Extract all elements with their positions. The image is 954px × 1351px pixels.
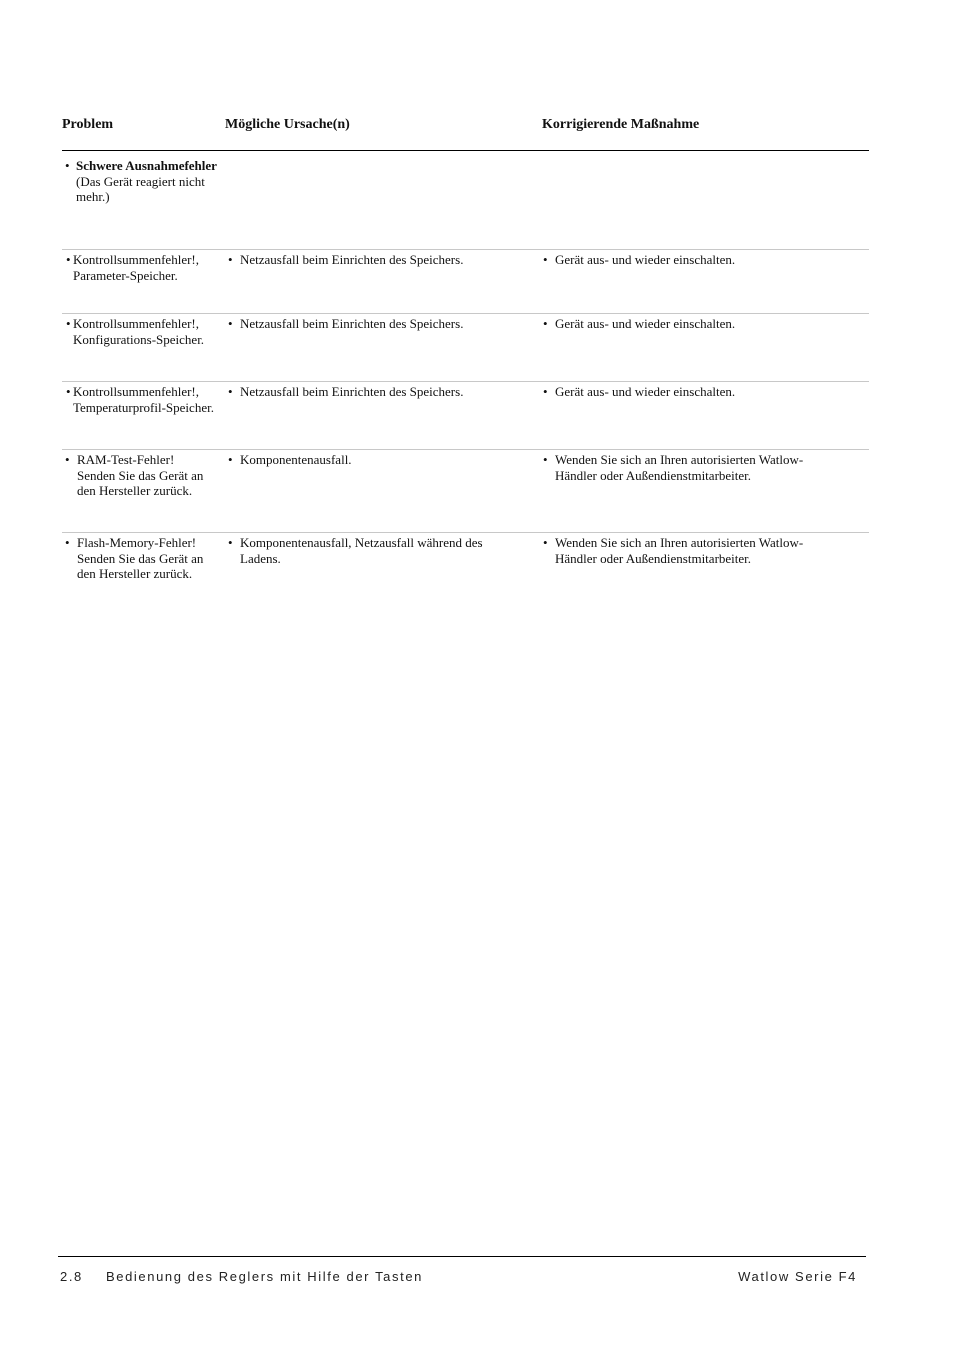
bullet-icon: • bbox=[66, 252, 71, 267]
bullet-icon: • bbox=[66, 384, 71, 399]
cause-cell bbox=[225, 157, 542, 249]
cause-text: Netzausfall beim Einrichten des Speichers. bbox=[240, 252, 464, 267]
bullet-icon: • bbox=[543, 535, 548, 550]
problem-cell bbox=[62, 451, 225, 532]
cause-cell bbox=[225, 251, 542, 313]
bullet-icon: • bbox=[66, 316, 71, 331]
table-row bbox=[62, 449, 869, 532]
bullet-icon: • bbox=[228, 252, 233, 267]
bullet-icon: • bbox=[65, 452, 70, 467]
cause-cell bbox=[225, 534, 542, 614]
problem-text: Kontrollsummenfehler!, Temperaturprofil-Speicher. bbox=[73, 384, 214, 415]
action-cell bbox=[542, 383, 869, 449]
action-text: Gerät aus- und wieder einschalten. bbox=[555, 384, 736, 399]
page-number: 2.8 bbox=[60, 1269, 83, 1284]
action-text: Wenden Sie sich an Ihren autorisierten Watlow-Händler oder Außendienstmitarbeiter. bbox=[555, 452, 804, 483]
cause-cell bbox=[225, 451, 542, 532]
bullet-icon: • bbox=[228, 384, 233, 399]
bullet-icon: • bbox=[65, 535, 70, 550]
footer-brand: Watlow Serie F4 bbox=[738, 1269, 857, 1284]
table-row bbox=[62, 313, 869, 381]
table-row bbox=[62, 249, 869, 313]
problem-cell bbox=[62, 157, 225, 249]
bullet-icon: • bbox=[228, 452, 233, 467]
problem-text: Kontrollsummenfehler!, Konfigurations-Speicher. bbox=[73, 316, 205, 347]
problem-cell bbox=[62, 534, 225, 614]
problem-text: (Das Gerät reagiert nicht mehr.) bbox=[76, 173, 205, 204]
bullet-icon: • bbox=[543, 384, 548, 399]
cause-cell bbox=[225, 315, 542, 381]
cause-cell bbox=[225, 383, 542, 449]
action-cell bbox=[542, 157, 869, 249]
problem-cell bbox=[62, 251, 225, 313]
footer-section-title: Bedienung des Reglers mit Hilfe der Tasten bbox=[106, 1269, 423, 1284]
problem-text: Flash-Memory-Fehler! Senden Sie das Gerät an den Hersteller zurück. bbox=[77, 535, 204, 581]
action-cell bbox=[542, 315, 869, 381]
footer-divider bbox=[58, 1256, 866, 1257]
table-row bbox=[62, 381, 869, 449]
table-row bbox=[62, 151, 869, 249]
action-text: Wenden Sie sich an Ihren autorisierten Watlow-Händler oder Außendienstmitarbeiter. bbox=[555, 535, 804, 566]
bullet-icon: • bbox=[543, 452, 548, 467]
action-text: Gerät aus- und wieder einschalten. bbox=[555, 252, 736, 267]
bullet-icon: • bbox=[543, 252, 548, 267]
header-cause: Mögliche Ursache(n) bbox=[225, 117, 350, 132]
action-cell bbox=[542, 534, 869, 614]
problem-cell bbox=[62, 315, 225, 381]
header-action: Korrigierende Maßnahme bbox=[542, 117, 700, 132]
action-text: Gerät aus- und wieder einschalten. bbox=[555, 316, 736, 331]
problem-bold-text: Schwere Ausnahmefehler bbox=[76, 158, 217, 173]
problem-cell bbox=[62, 383, 225, 449]
cause-text: Komponentenausfall. bbox=[240, 452, 352, 467]
table-row bbox=[62, 532, 869, 614]
cause-text: Komponentenausfall, Netzausfall während des Ladens. bbox=[240, 535, 483, 566]
header-problem: Problem bbox=[62, 117, 114, 132]
troubleshooting-table bbox=[62, 110, 869, 614]
action-cell bbox=[542, 251, 869, 313]
bullet-icon: • bbox=[543, 316, 548, 331]
bullet-icon: • bbox=[228, 535, 233, 550]
problem-text: Kontrollsummenfehler!, Parameter-Speicher. bbox=[73, 252, 199, 283]
bullet-icon: • bbox=[228, 316, 233, 331]
cause-text: Netzausfall beim Einrichten des Speichers. bbox=[240, 316, 464, 331]
bullet-icon: • bbox=[65, 158, 70, 173]
problem-text: RAM-Test-Fehler! Senden Sie das Gerät an den Hersteller zurück. bbox=[77, 452, 204, 498]
table-header-row bbox=[62, 110, 869, 151]
cause-text: Netzausfall beim Einrichten des Speichers. bbox=[240, 384, 464, 399]
action-cell bbox=[542, 451, 869, 532]
